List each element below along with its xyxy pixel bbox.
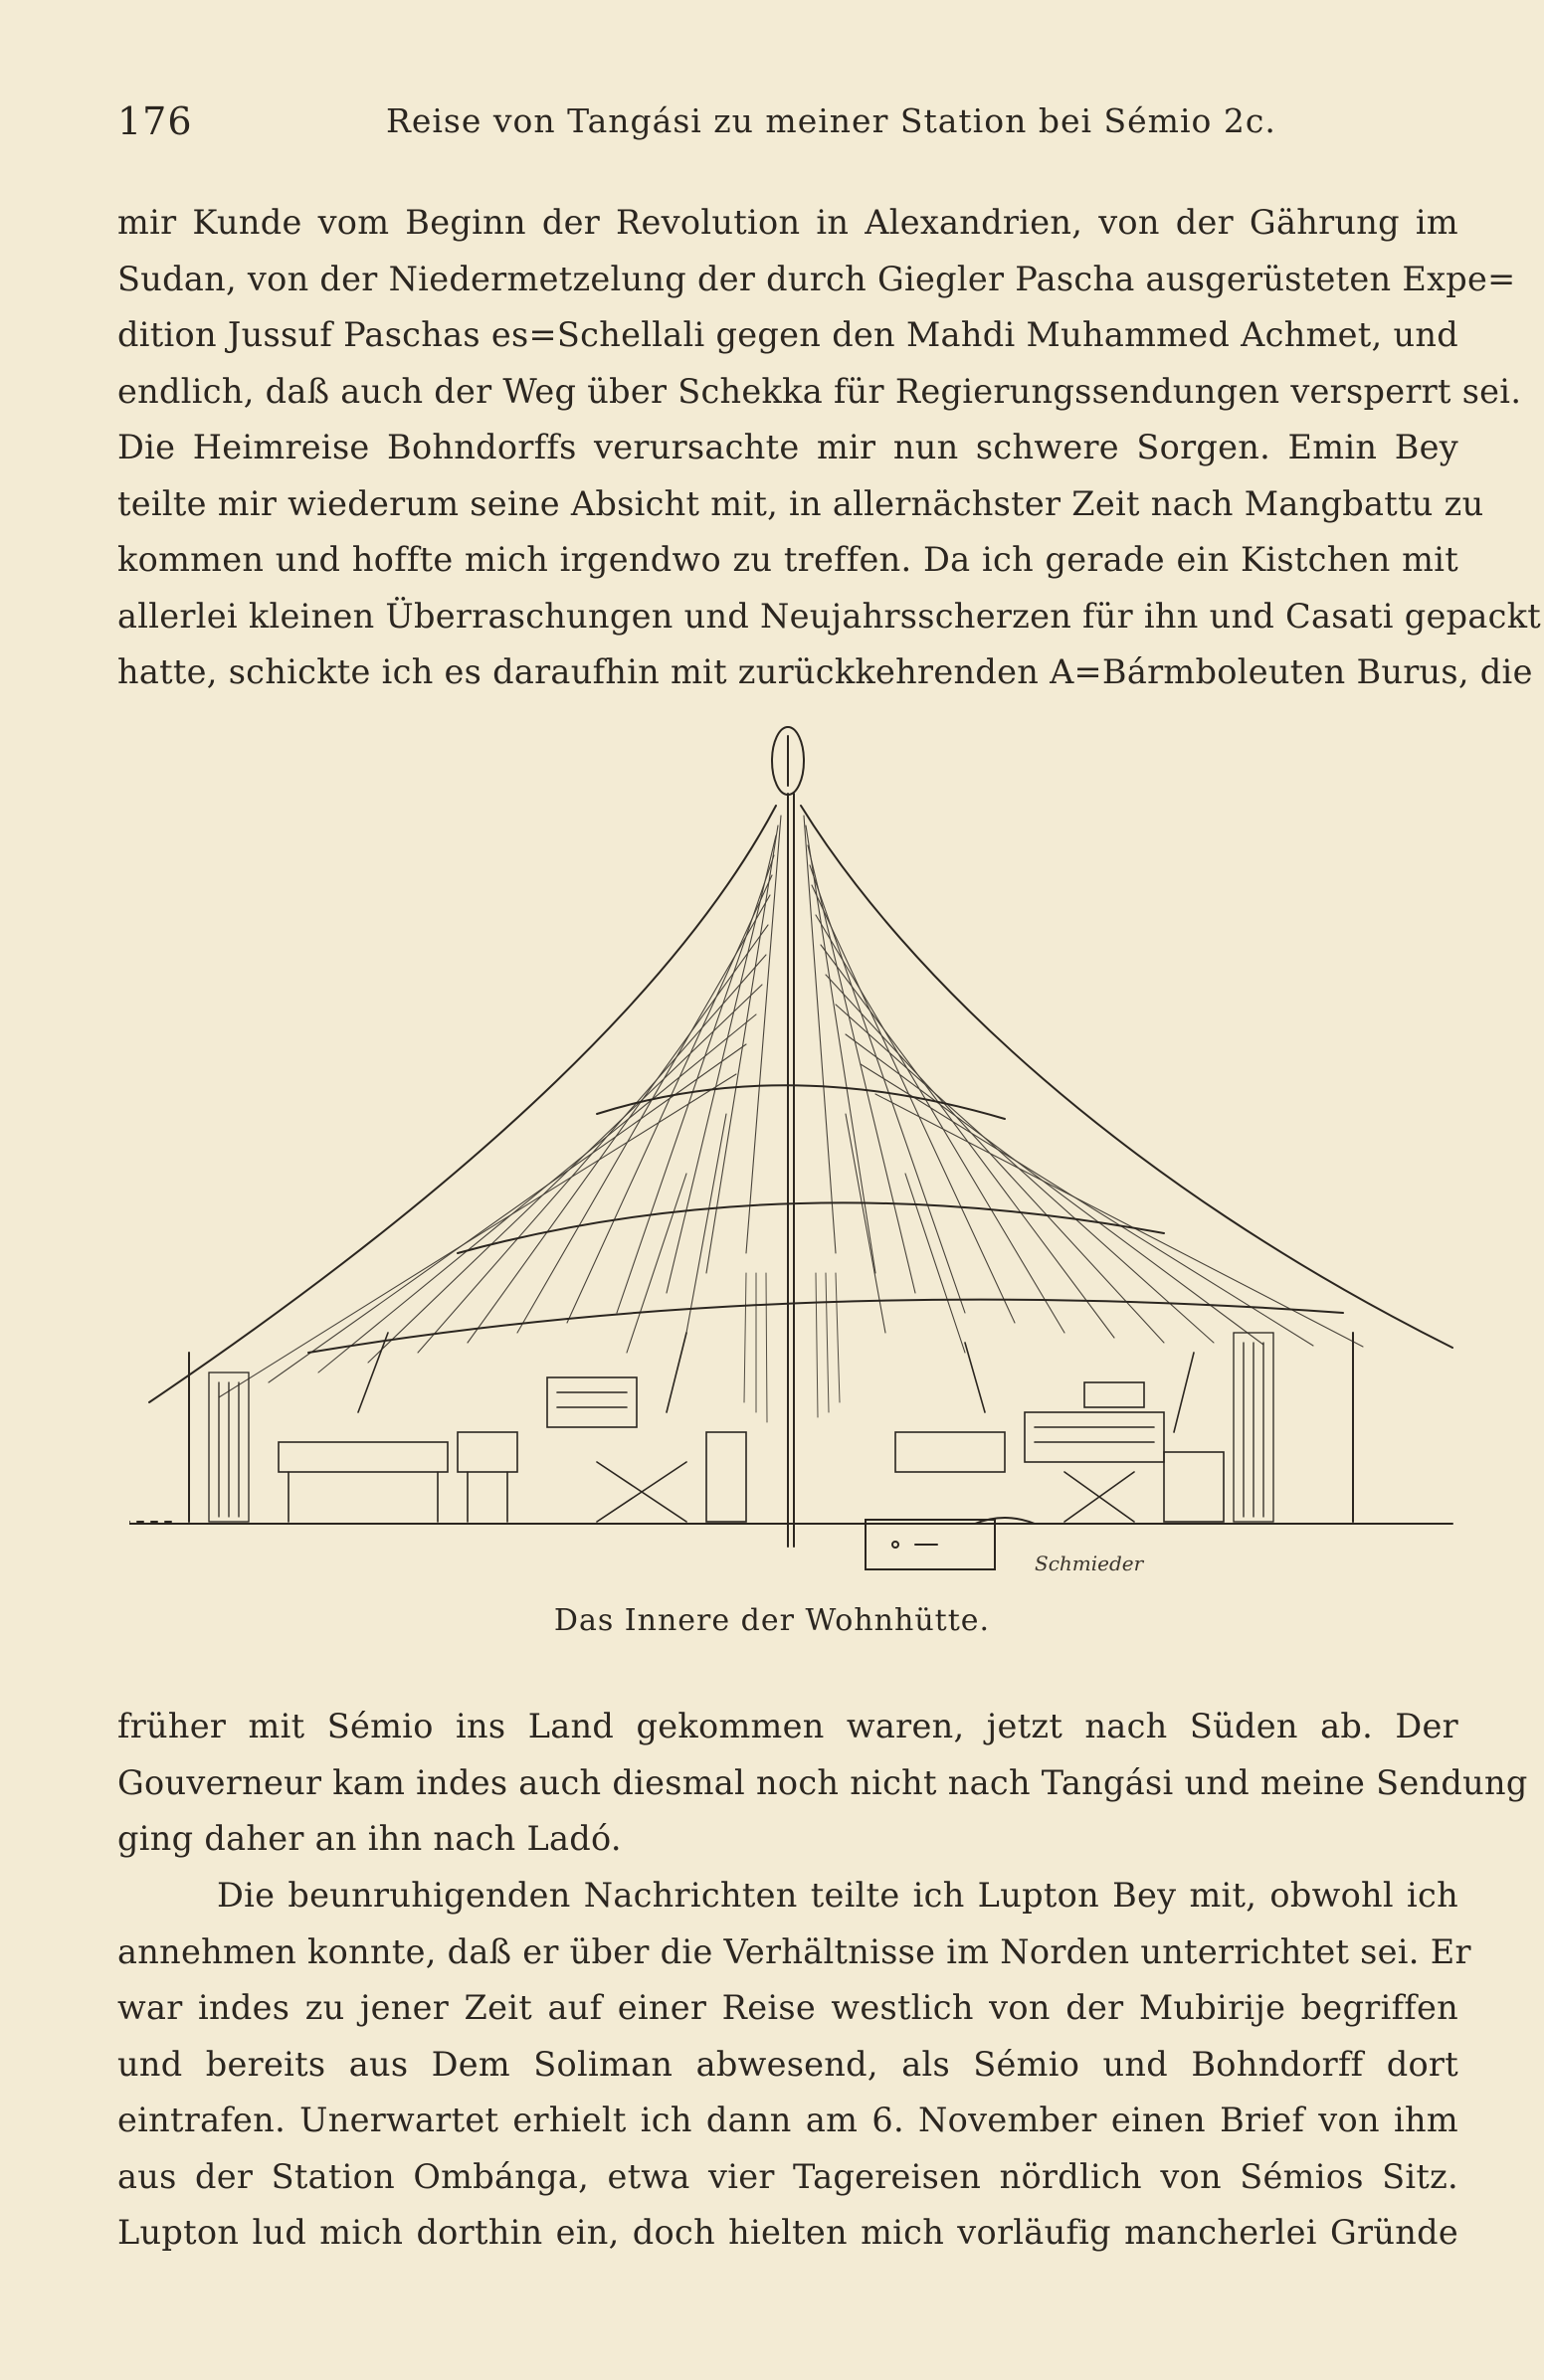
text-line: mir Kunde vom Beginn der Revolution in Alexandrien, von der Gährung im <box>117 203 1458 242</box>
text-line: früher mit Sémio ins Land gekommen waren, jetzt nach Süden ab. Der <box>117 1707 1458 1745</box>
text-line: allerlei kleinen Überraschungen und Neujahrsscherzen für ihn und Casati gepackt <box>117 596 1542 636</box>
text-line: hatte, schickte ich es daraufhin mit zurückkehrenden A=Bármboleuten Burus, die <box>117 652 1533 691</box>
text-line: aus der Station Ombánga, etwa vier Tagereisen nördlich von Sémios Sitz. <box>117 2156 1458 2196</box>
figure-caption: Das Innere der Wohnhütte. <box>553 1603 991 1638</box>
paragraph-top <box>117 195 1542 701</box>
artist-signature: Schmieder <box>1035 1552 1144 1575</box>
text-line: teilte mir wiederum seine Absicht mit, in allernächster Zeit nach Mangbattu zu <box>117 483 1484 523</box>
text-line: dition Jussuf Paschas es=Schellali gegen den Mahdi Muhammed Achmet, und <box>117 315 1458 354</box>
hut-interior-illustration <box>129 716 1462 1581</box>
text-line: Lupton lud mich dorthin ein, doch hielten mich vorläufig mancherlei Gründe <box>117 2213 1458 2252</box>
text-line: annehmen konnte, daß er über die Verhältnisse im Norden unterrichtet sei. Er <box>117 1931 1471 1971</box>
paragraph-bottom-1 <box>117 1699 1528 1868</box>
running-head: Reise von Tangási zu meiner Station bei Sémio 2c. <box>386 101 1276 140</box>
text-line: Die Heimreise Bohndorffs verursachte mir nun schwere Sorgen. Emin Bey <box>117 428 1458 466</box>
text-line: und bereits aus Dem Soliman abwesend, als Sémio und Bohndorff dort <box>117 2044 1458 2084</box>
paragraph-bottom-2 <box>117 1868 1471 2262</box>
text-line: Die beunruhigenden Nachrichten teilte ich Lupton Bey mit, obwohl ich <box>217 1876 1458 1915</box>
text-line: endlich, daß auch der Weg über Schekka für Regierungssendungen versperrt sei. <box>117 371 1522 411</box>
page-header <box>117 99 1460 159</box>
text-line: ging daher an ihn nach Ladó. <box>117 1819 622 1858</box>
text-line: kommen und hoffte mich irgendwo zu treffen. Da ich gerade ein Kistchen mit <box>117 540 1458 579</box>
text-line: war indes zu jener Zeit auf einer Reise westlich von der Mubirije begriffen <box>117 1988 1458 2027</box>
text-line: Sudan, von der Niedermetzelung der durch Giegler Pascha ausgerüsteten Expe= <box>117 259 1516 298</box>
text-line: eintrafen. Unerwartet erhielt ich dann am 6. November einen Brief von ihm <box>117 2101 1458 2139</box>
page-number: 176 <box>117 99 193 143</box>
text-line: Gouverneur kam indes auch diesmal noch nicht nach Tangási und meine Sendung <box>117 1762 1528 1802</box>
